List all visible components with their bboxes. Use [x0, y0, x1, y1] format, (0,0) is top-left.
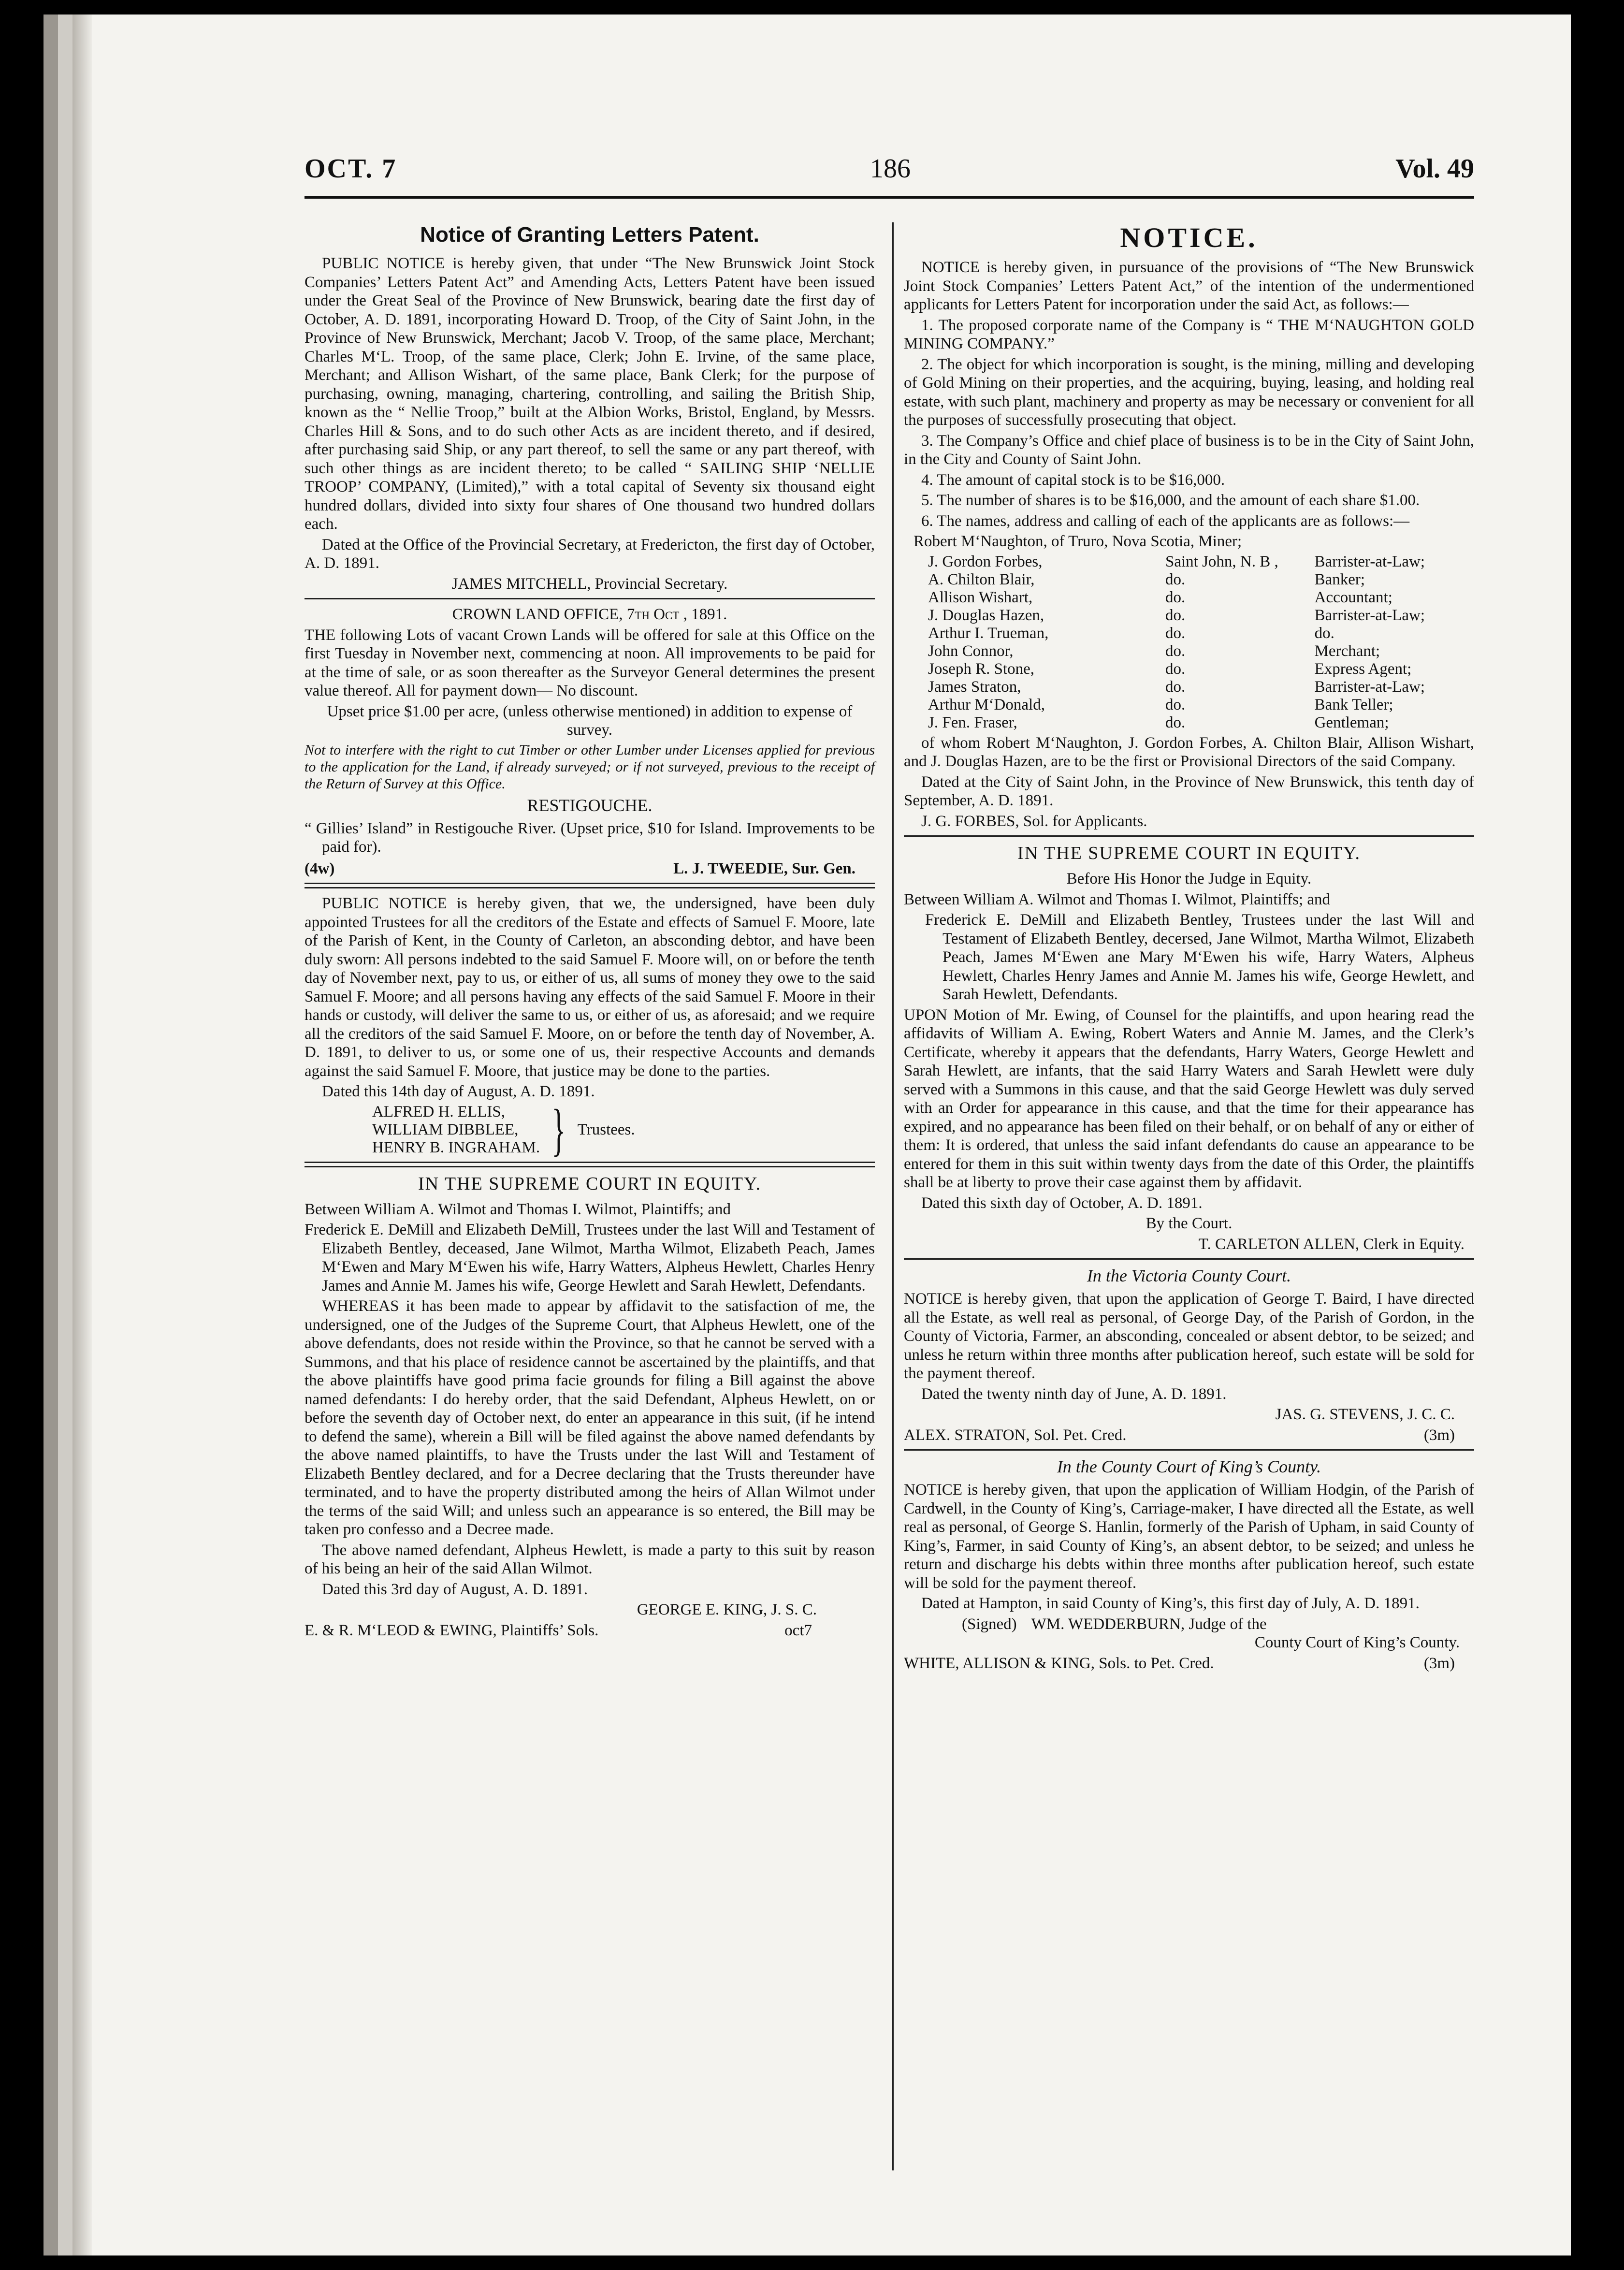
notice-item: 6. The names, address and calling of each of the applicants are as follows:— [921, 512, 1410, 530]
applicant-name: J. Douglas Hazen, [928, 606, 1044, 624]
applicant-row [904, 660, 1474, 678]
equity-judge-line: Before His Honor the Judge in Equity. [1066, 870, 1312, 888]
equity-between: Between William A. Wilmot and Thomas I. Wilmot, Plaintiffs; and [904, 890, 1331, 908]
applicant-place: do. [1165, 588, 1186, 606]
applicant-place: do. [1165, 696, 1186, 713]
applicant-row [904, 642, 1474, 660]
court-solicitors: E. & R. M‘LEOD & EWING, Plaintiffs’ Sols. [304, 1621, 599, 1639]
applicant-row [904, 607, 1474, 625]
victoria-dated: Dated the twenty ninth day of June, A. D. 1891. [921, 1385, 1227, 1403]
page-header [304, 154, 1474, 198]
applicant-row [904, 571, 1474, 589]
applicants-table [904, 553, 1474, 732]
applicant-name: A. Chilton Blair, [928, 570, 1035, 588]
page-number: 186 [870, 154, 911, 184]
court-defendants: Frederick E. DeMill and Elizabeth DeMill, Trustees under the last Will and Testament of Elizabeth Bentley, deceased, Jane Wilmot, Martha Wilmot, Elizabeth Peach, James M‘Ewen and Mary M‘Ewen his wife, Harry Watters, Alpheus Hewlett, Charles Henry James and Annie M. James his wife, George Hewlett and Sarah Hewlett, Defendants. [304, 1221, 875, 1295]
applicant-place: do. [1165, 606, 1186, 624]
applicant-place: do. [1165, 624, 1186, 642]
equity-by: By the Court. [1146, 1215, 1232, 1232]
kings-signed: (Signed) [962, 1615, 1017, 1633]
applicant-row [904, 678, 1474, 696]
kings-footer [904, 1654, 1474, 1673]
applicant-name: Allison Wishart, [928, 588, 1033, 606]
crown-term: (4w) [304, 859, 335, 877]
crown-lot: “ Gillies’ Island” in Restigouche River. (Upset price, $10 for Island. Improvements to be paid for). [304, 819, 875, 856]
trustees-label: Trustees. [577, 1120, 635, 1138]
column-divider [892, 222, 894, 2170]
binding-gutter [72, 15, 92, 2255]
divider [304, 598, 875, 599]
equity-dated: Dated this sixth day of October, A. D. 1891. [921, 1194, 1203, 1212]
divider [304, 1162, 875, 1167]
trustee-body: PUBLIC NOTICE is hereby given, that we, the undersigned, have been duly appointed Trustees for all the creditors of the Estate and effects of Samuel F. Moore, late of the Parish of Kent, in the County of Carleton, an absconding debtor, and have been duly sworn: All persons indebted to the said Samuel F. Moore will, on or before the tenth day of November next, pay to us, or either of us, all sums of money they owe to the said Samuel F. Moore; and all persons having any effects of the said Samuel F. Moore in their hands or custody, will deliver the same to us, or either of us, as aforesaid; and we require all the creditors of the said Samuel F. Moore, on or before the tenth day of November, A. D. 1891, to deliver to us, or some one of us, their respective Accounts and demands against the said Samuel F. Moore, that justice may be done to the parties. [304, 895, 875, 1080]
court-body: WHEREAS it has been made to appear by affidavit to the satisfaction of me, the undersigned, one of the Judges of the Supreme Court, that Alpheus Hewlett, one of the above defendants, does not reside within the Province, so that he cannot be served with a Summons, and that his place of residence cannot be ascertained by the plaintiffs, and that the above plaintiffs have good prima facie grounds for filing a Bill against the above named defendants: I do hereby order, that the said Defendant, Alpheus Hewlett, on or before the seventh day of October next, do enter an appearance in this suit, (if he intend to defend the same), wherein a Bill will be filed against the above named defendants by the above named plaintiffs, to have the Trusts under the last Will and Testament of Elizabeth Bentley declared, and for a Decree declaring that the Trusts thereunder have terminated, and to have the property distributed among the heirs of Allan Wilmot under the terms of the said Will; and unless such an appearance is so entered, the Bill may be taken pro confesso and a Decree made. [304, 1297, 875, 1538]
court-judge: GEORGE E. KING, J. S. C. [637, 1601, 817, 1618]
divider [904, 1449, 1474, 1451]
victoria-term: (3m) [1423, 1426, 1455, 1444]
kings-judge-court: County Court of King’s County. [1254, 1634, 1460, 1651]
brace: } [551, 1097, 566, 1162]
patent-signature: JAMES MITCHELL, Provincial Secretary. [451, 575, 728, 593]
applicant-place: Saint John, N. B , [1165, 553, 1278, 570]
crown-header: CROWN LAND OFFICE, 7th Oct , 1891. [452, 606, 727, 623]
kings-term: (3m) [1423, 1654, 1455, 1672]
notice-dated: Dated at the City of Saint John, in the Province of New Brunswick, this tenth day of September, A. D. 1891. [904, 773, 1474, 809]
trustee-name: ALFRED H. ELLIS, [372, 1103, 505, 1120]
applicant-occupation: Gentleman; [1314, 713, 1389, 731]
header-date: OCT. 7 [304, 154, 397, 184]
applicant-occupation: do. [1314, 624, 1334, 642]
kings-judge: WM. WEDDERBURN, Judge of the [1031, 1615, 1267, 1633]
notice-item: 4. The amount of capital stock is to be $16,000. [921, 471, 1225, 489]
applicant-occupation: Bank Teller; [1314, 696, 1393, 713]
trustee-name: WILLIAM DIBBLEE, [372, 1120, 519, 1138]
applicant-place: do. [1165, 642, 1186, 660]
applicants-body [904, 553, 1474, 732]
equity-defendants: Frederick E. DeMill and Elizabeth Bentley, Trustees under the last Will and Testament of Elizabeth Bentley, decersed, Jane Wilmot, Martha Wilmot, Elizabeth Peach, James M‘Ewen ane Mary M‘Ewen his wife, Harry Waters, Alpheus Hewlett, Charles Henry James and Annie M. James his wife, George Hewlett, and Sarah Hewlett, Defendants. [925, 911, 1474, 1003]
header-rule [304, 196, 1474, 199]
gazette-page [72, 15, 1571, 2255]
applicant-name: Arthur M‘Donald, [928, 696, 1045, 713]
court-between: Between William A. Wilmot and Thomas I. Wilmot, Plaintiffs; and [304, 1200, 731, 1218]
first-applicant: Robert M‘Naughton, of Truro, Nova Scotia, Miner; [914, 533, 1242, 550]
patent-body: PUBLIC NOTICE is hereby given, that under “The New Brunswick Joint Stock Companies’ Letters Patent Act” and Amending Acts, Letters Patent have been issued under the Great Seal of the Province of New Brunswick, bearing date the first day of October, A. D. 1891, incorporating Howard D. Troop, of the City of Saint John, in the Province of New Brunswick, Merchant; Jacob V. Troop, of the same place, Merchant; Charles M‘L. Troop, of the same place, Clerk; John E. Irvine, of the same place, Merchant; and Allison Wishart, of the same place, Bank Clerk; for the purpose of purchasing, owning, managing, chartering, controlling, and sailing the British Ship, known as the “ Nellie Troop,” built at the Albion Works, Bristol, England, by Messrs. Charles Hill & Sons, and to do such other Acts as are incident thereto, and if desired, after purchasing said Ship, or any part thereof, to sell the same or any part thereof, with such other things as are incident thereto; to be called “ SAILING SHIP ‘NELLIE TROOP’ COMPANY, (Limited),” with a total capital of Seventy six thousand eight hundred dollars, divided into sixty four shares of One thousand two hundred dollars each. [304, 255, 875, 533]
kings-heading: In the County Court of King’s County. [1057, 1457, 1321, 1476]
court-dated: Dated this 3rd day of August, A. D. 1891. [322, 1580, 588, 1598]
notice-directors: of whom Robert M‘Naughton, J. Gordon Forbes, A. Chilton Blair, Allison Wishart, and J. Douglas Hazen, are to be the first or Provisional Directors of the said Company. [904, 734, 1474, 770]
court-body2: The above named defendant, Alpheus Hewlett, is made a party to this suit by reason of his being an heir of the said Allan Wilmot. [304, 1541, 875, 1577]
applicant-name: J. Gordon Forbes, [928, 553, 1043, 570]
applicant-occupation: Barrister-at-Law; [1314, 553, 1425, 570]
court-term: oct7 [784, 1621, 812, 1639]
volume-number: Vol. 49 [1395, 154, 1474, 184]
applicant-occupation: Barrister-at-Law; [1314, 606, 1425, 624]
court-footer [304, 1621, 875, 1640]
applicant-place: do. [1165, 660, 1186, 678]
court-heading: IN THE SUPREME COURT IN EQUITY. [418, 1173, 761, 1194]
applicant-row [904, 625, 1474, 642]
applicant-occupation: Banker; [1314, 570, 1365, 588]
applicant-name: J. Fen. Fraser, [928, 713, 1017, 731]
applicant-place: do. [1165, 713, 1186, 731]
applicant-place: do. [1165, 570, 1186, 588]
trustee-dated: Dated this 14th day of August, A. D. 1891. [322, 1083, 595, 1100]
crown-body: THE following Lots of vacant Crown Lands will be offered for sale at this Office on the first Tuesday in November next, commencing at noon. All improvements to be paid for at the time of sale, or as soon thereafter as the Surveyor General determines the present value thereof. All for payment down— No discount. [304, 626, 875, 699]
equity-body: UPON Motion of Mr. Ewing, of Counsel for the plaintiffs, and upon hearing read the affidavits of William A. Ewing, Robert Waters and Annie M. James, and the Clerk’s Certificate, whereby it appears that the defendants, Harry Waters, George Hewlett and Sarah Hewlett, are infants, that the said Harry Waters and Sarah Hewlett were duly served with a Summons in this cause, and that the said George Hewlett was duly served with an Order for appearance in this cause, and that the time for their appearance has expired, and no appearance has been filed on their behalf, or on behalf of any or either of them: It is ordered, that unless the said infant defendants do cause an appearance to be entered for them in this suit within twenty days from the date of this Order, the plaintiffs shall be at liberty to prove their case against them by affidavit. [904, 1006, 1474, 1191]
patent-title: Notice of Granting Letters Patent. [420, 223, 759, 247]
trustee-signatures [372, 1097, 875, 1162]
kings-signature [962, 1615, 1474, 1634]
equity-heading: IN THE SUPREME COURT IN EQUITY. [1017, 843, 1361, 863]
divider [904, 1258, 1474, 1260]
applicant-name: James Straton, [928, 678, 1021, 696]
crown-signature: L. J. TWEEDIE, Sur. Gen. [673, 859, 856, 877]
divider [304, 883, 875, 888]
applicant-row [904, 714, 1474, 732]
victoria-body: NOTICE is hereby given, that upon the application of George T. Baird, I have directed all the Estate, as well real as personal, of George Day, of the Parish of Gordon, in the County of Victoria, Farmer, an absconding, concealed or absent debtor, to be seized; and unless he return within three months after publication hereof, such estate will be sold for the payment thereof. [904, 1290, 1474, 1382]
notice-title: NOTICE. [1120, 222, 1258, 253]
applicant-occupation: Merchant; [1314, 642, 1380, 660]
kings-body: NOTICE is hereby given, that upon the application of William Hodgin, of the Parish of Cardwell, in the County of King’s, Carriage-maker, I have directed all the Estate, as well real as personal, of George S. Hanlin, formerly of the Parish of Upham, in said County of King’s, Farmer, in said County of King’s, an absent debtor, to be seized; and unless he return and discharge his debts within three months after publication hereof, such estate will be sold for the payment thereof. [904, 1481, 1474, 1592]
applicant-row [904, 553, 1474, 571]
trustee-name: HENRY B. INGRAHAM. [372, 1138, 540, 1156]
victoria-judge: JAS. G. STEVENS, J. C. C. [1275, 1406, 1455, 1423]
victoria-footer [904, 1426, 1474, 1445]
page-content [304, 154, 1474, 2214]
patent-dated: Dated at the Office of the Provincial Secretary, at Fredericton, the first day of October, A. D. 1891. [304, 536, 875, 572]
divider [904, 835, 1474, 837]
crown-upset: Upset price $1.00 per acre, (unless otherwise mentioned) in addition to expense of survey. [327, 702, 853, 739]
applicant-name: John Connor, [928, 642, 1014, 660]
applicant-row [904, 589, 1474, 607]
crown-county: RESTIGOUCHE. [527, 795, 652, 815]
applicant-place: do. [1165, 678, 1186, 696]
notice-item: 3. The Company’s Office and chief place of business is to be in the City of Saint John, in the City and County of Saint John. [904, 432, 1474, 468]
crown-note: Not to interfere with the right to cut Timber or other Lumber under Licenses applied for previous to the application for the Land, if already surveyed; or if not surveyed, previous to the receipt of the Return of Survey at this Office. [304, 742, 875, 792]
kings-dated: Dated at Hampton, in said County of King’s, this first day of July, A. D. 1891. [921, 1595, 1420, 1612]
applicant-name: Joseph R. Stone, [928, 660, 1035, 678]
right-column [904, 222, 1474, 1673]
victoria-solicitor: ALEX. STRATON, Sol. Pet. Cred. [904, 1426, 1127, 1444]
notice-item: 2. The object for which incorporation is sought, is the mining, milling and developing of Gold Mining on their properties, and the acquiring, buying, leasing, and holding real estate, with such plant, machinery and property as may be necessary or convenient for all the purposes of successfully prosecuting that object. [904, 355, 1474, 429]
applicant-occupation: Express Agent; [1314, 660, 1412, 678]
victoria-heading: In the Victoria County Court. [1087, 1266, 1291, 1285]
left-column [304, 222, 875, 1640]
notice-solicitor: J. G. FORBES, Sol. for Applicants. [921, 812, 1147, 830]
crown-footer [304, 859, 875, 878]
equity-clerk: T. CARLETON ALLEN, Clerk in Equity. [1198, 1235, 1464, 1253]
notice-intro: NOTICE is hereby given, in pursuance of the provisions of “The New Brunswick Joint Stock Companies’ Letters Patent Act,” of the intention of the undermentioned applicants for Letters Patent for incorporation under the said Act, as follows:— [904, 259, 1474, 313]
applicant-occupation: Accountant; [1314, 588, 1392, 606]
applicant-name: Arthur I. Trueman, [928, 624, 1049, 642]
notice-item: 1. The proposed corporate name of the Company is “ THE M‘NAUGHTON GOLD MINING COMPANY.” [904, 316, 1474, 352]
kings-solicitor: WHITE, ALLISON & KING, Sols. to Pet. Cred. [904, 1654, 1214, 1672]
notice-item: 5. The number of shares is to be $16,000, and the amount of each share $1.00. [921, 492, 1420, 509]
applicant-row [904, 696, 1474, 714]
applicant-occupation: Barrister-at-Law; [1314, 678, 1425, 696]
